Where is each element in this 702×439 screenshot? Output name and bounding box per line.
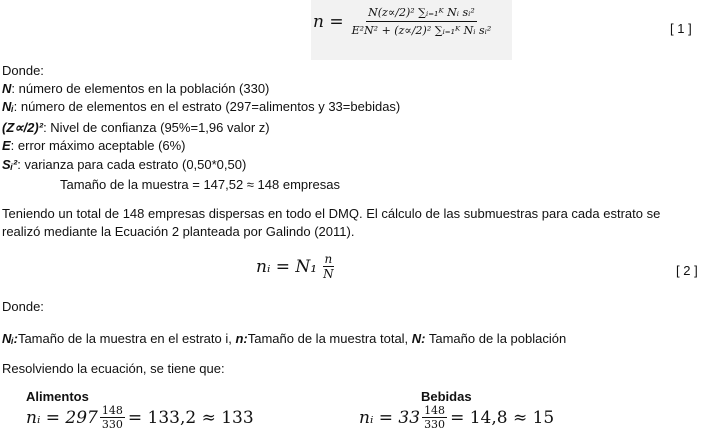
definition-symbol: n: bbox=[235, 331, 248, 346]
result-denominator: 330 bbox=[424, 418, 446, 431]
definition-symbol: Nᵢ: bbox=[2, 331, 18, 346]
definition-n bbox=[2, 80, 269, 97]
result-equation-bebidas bbox=[359, 404, 554, 431]
definition-text: : Nivel de confianza (95%=1,96 valor z) bbox=[43, 120, 270, 135]
equation-1 bbox=[313, 6, 493, 37]
definition-symbol: Sᵢ² bbox=[2, 157, 18, 172]
definition-text: : error máximo aceptable (6%) bbox=[10, 138, 186, 153]
definition-s bbox=[2, 156, 246, 173]
definition-symbol: N: bbox=[411, 331, 426, 346]
result-equation-alimentos bbox=[26, 404, 254, 431]
paragraph-line-1: Teniendo un total de 148 empresas dispersas en todo el DMQ. El cálculo de las submuestras para cada estrato se bbox=[2, 206, 661, 221]
resolving-text: Resolviendo la ecuación, se tiene que: bbox=[2, 361, 225, 376]
definition-text: Tamaño de la población bbox=[425, 331, 567, 346]
result-label-bebidas: Bebidas bbox=[421, 389, 472, 404]
donde-label-1: Donde: bbox=[2, 63, 44, 78]
definition-text: Tamaño de la muestra en el estrato i, bbox=[17, 331, 236, 346]
equation-2-denominator: N bbox=[323, 267, 334, 281]
definition-symbol: N bbox=[2, 81, 12, 96]
definitions-line-2 bbox=[2, 330, 566, 347]
equation-1-denominator: E²N² + (z∝/2)² ∑ᵢ₌₁ᴷ Nᵢ sᵢ² bbox=[351, 24, 492, 37]
definition-text: Tamaño de la muestra total, bbox=[247, 331, 412, 346]
definition-text: : número de elementos en el estrato (297=alimentos y 33=bebidas) bbox=[13, 99, 401, 114]
result-numerator: 148 bbox=[101, 404, 123, 417]
result-lhs: nᵢ = 33 bbox=[359, 407, 421, 428]
definition-z bbox=[2, 119, 270, 136]
result-rhs: = 133,2 ≈ 133 bbox=[127, 407, 254, 428]
equation-1-lhs: n = bbox=[313, 11, 344, 32]
equation-2-lhs: nᵢ = N₁ bbox=[256, 256, 318, 277]
definition-symbol: E bbox=[2, 138, 11, 153]
paragraph-line-2: realizó mediante la Ecuación 2 planteada por Galindo (2011). bbox=[2, 224, 355, 239]
result-fraction bbox=[100, 404, 125, 431]
result-label-alimentos: Alimentos bbox=[26, 389, 89, 404]
equation-1-fraction bbox=[350, 6, 494, 37]
definition-symbol: Nᵢ bbox=[2, 99, 14, 114]
definition-text: : número de elementos en la población (330) bbox=[11, 81, 270, 96]
definition-symbol: (Z∝/2)² bbox=[2, 120, 44, 135]
equation-2-fraction bbox=[321, 252, 336, 281]
result-denominator: 330 bbox=[101, 418, 123, 431]
donde-label-2: Donde: bbox=[2, 299, 44, 314]
equation-1-numerator: N(z∝/2)² ∑ᵢ₌₁ᴷ Nᵢ sᵢ² bbox=[366, 6, 477, 22]
result-fraction bbox=[422, 404, 447, 431]
equation-2-number: [ 2 ] bbox=[676, 263, 698, 278]
definition-e bbox=[2, 137, 186, 154]
sample-size-result: Tamaño de la muestra = 147,52 ≈ 148 empresas bbox=[60, 177, 340, 192]
definition-text: : varianza para cada estrato (0,50*0,50) bbox=[17, 157, 247, 172]
equation-2 bbox=[256, 252, 336, 281]
equation-1-number: [ 1 ] bbox=[670, 21, 692, 36]
result-numerator: 148 bbox=[424, 404, 446, 417]
definition-ni bbox=[2, 98, 400, 115]
equation-2-numerator: n bbox=[324, 252, 333, 266]
result-lhs: nᵢ = 297 bbox=[26, 407, 98, 428]
result-rhs: = 14,8 ≈ 15 bbox=[450, 407, 555, 428]
